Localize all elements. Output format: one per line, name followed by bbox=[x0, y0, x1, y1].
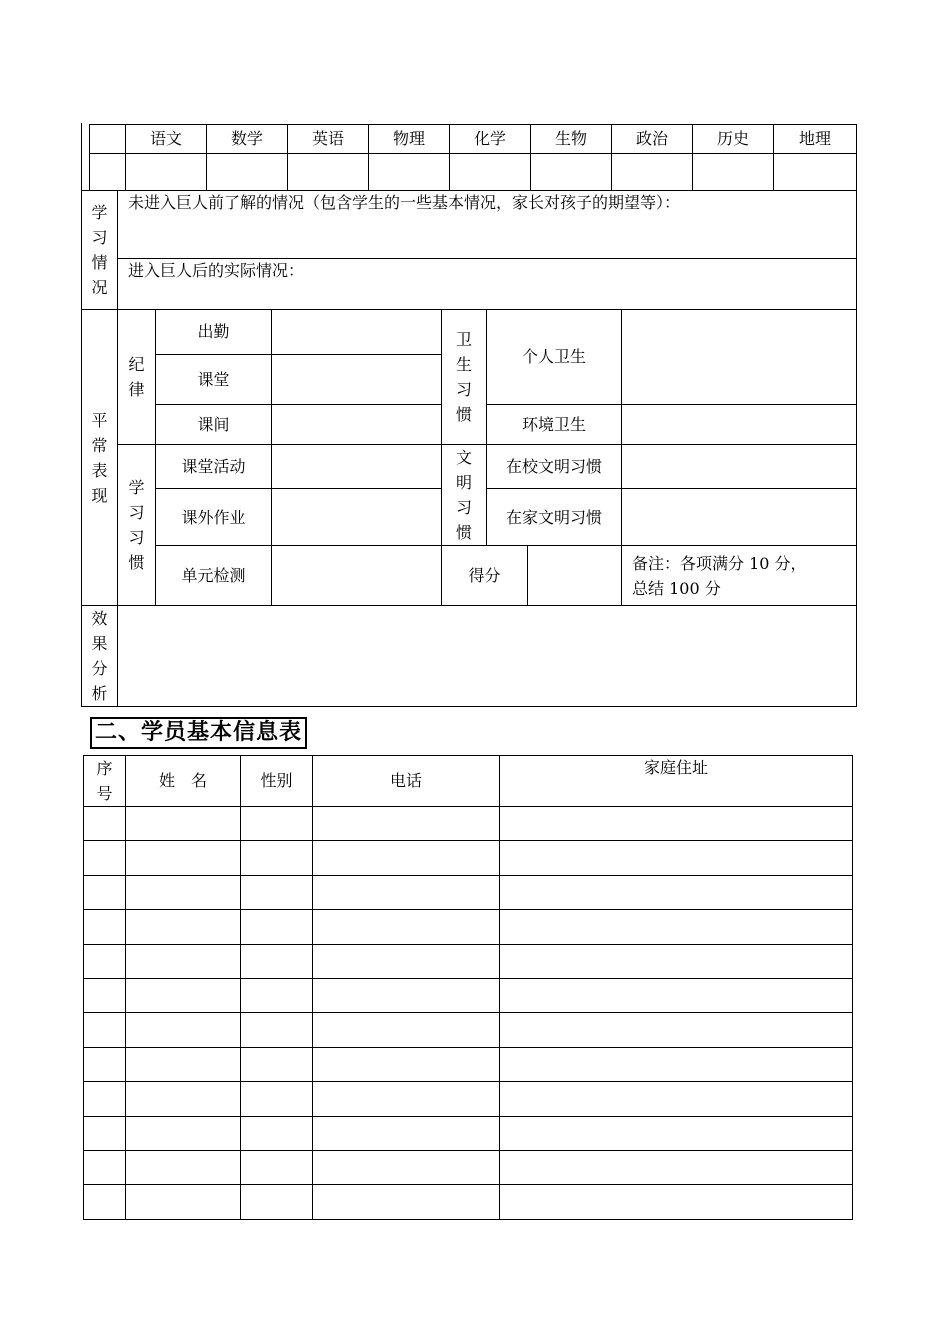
serial-cell[interactable] bbox=[84, 1116, 126, 1150]
score-cell bbox=[369, 154, 450, 191]
table-row bbox=[84, 1013, 853, 1047]
civility-label: 文 明 习 惯 bbox=[442, 445, 487, 546]
score-cell bbox=[612, 154, 693, 191]
performance-table bbox=[81, 190, 857, 707]
homework-field[interactable] bbox=[272, 489, 442, 546]
after-joining-label: 进入巨人后的实际情况： bbox=[128, 261, 305, 280]
name-cell[interactable] bbox=[126, 1116, 241, 1150]
gender-cell[interactable] bbox=[241, 1013, 313, 1047]
gender-cell[interactable] bbox=[241, 1116, 313, 1150]
score-cell bbox=[288, 154, 369, 191]
address-cell[interactable] bbox=[500, 1082, 853, 1116]
serial-cell[interactable] bbox=[84, 944, 126, 978]
student-header-row bbox=[84, 756, 853, 807]
gender-cell[interactable] bbox=[241, 944, 313, 978]
subject-history: 历史 bbox=[693, 125, 774, 154]
phone-cell[interactable] bbox=[313, 1013, 500, 1047]
table-row bbox=[84, 875, 853, 909]
gender-cell[interactable] bbox=[241, 1082, 313, 1116]
subject-geography: 地理 bbox=[774, 125, 857, 154]
table-row bbox=[84, 944, 853, 978]
name-cell[interactable] bbox=[126, 1185, 241, 1219]
table-row bbox=[84, 1185, 853, 1219]
gender-cell[interactable] bbox=[241, 1150, 313, 1184]
before-joining-label: 未进入巨人前了解的情况（包含学生的一些基本情况，家长对孩子的期望等）： bbox=[128, 193, 681, 212]
serial-cell[interactable] bbox=[84, 1150, 126, 1184]
score-cell bbox=[774, 154, 857, 191]
classroom-label: 课堂 bbox=[156, 355, 272, 405]
address-cell[interactable] bbox=[500, 944, 853, 978]
class-activity-field[interactable] bbox=[272, 445, 442, 489]
score-label: 得分 bbox=[442, 546, 528, 606]
name-cell[interactable] bbox=[126, 1150, 241, 1184]
discipline-label: 纪 律 bbox=[118, 310, 156, 445]
score-cell bbox=[531, 154, 612, 191]
name-cell[interactable] bbox=[126, 910, 241, 944]
serial-cell[interactable] bbox=[84, 841, 126, 875]
gender-cell[interactable] bbox=[241, 978, 313, 1012]
phone-cell[interactable] bbox=[313, 978, 500, 1012]
serial-cell[interactable] bbox=[84, 1185, 126, 1219]
attendance-label: 出勤 bbox=[156, 310, 272, 355]
score-cell bbox=[693, 154, 774, 191]
after-joining-field[interactable] bbox=[118, 259, 857, 310]
serial-cell[interactable] bbox=[84, 1047, 126, 1081]
score-cell bbox=[90, 154, 126, 191]
table-row bbox=[84, 978, 853, 1012]
address-cell[interactable] bbox=[500, 1116, 853, 1150]
section-title: 二、学员基本信息表 bbox=[90, 717, 307, 749]
homework-label: 课外作业 bbox=[156, 489, 272, 546]
unit-test-field[interactable] bbox=[272, 546, 442, 606]
unit-test-label: 单元检测 bbox=[156, 546, 272, 606]
header-phone: 电话 bbox=[313, 756, 500, 807]
effect-analysis-label: 效 果 分 析 bbox=[82, 606, 118, 707]
score-note-line1: 备注：各项满分 10 分， bbox=[632, 553, 807, 573]
subject-grades-table bbox=[89, 124, 857, 191]
score-note-line2: 总结 100 分 bbox=[632, 578, 721, 598]
score-cell bbox=[126, 154, 207, 191]
serial-cell[interactable] bbox=[84, 910, 126, 944]
school-civility-field[interactable] bbox=[622, 445, 857, 489]
table-row bbox=[84, 1047, 853, 1081]
table-row bbox=[84, 1150, 853, 1184]
address-cell[interactable] bbox=[500, 978, 853, 1012]
personal-hygiene-label: 个人卫生 bbox=[487, 310, 622, 405]
name-cell[interactable] bbox=[126, 875, 241, 909]
recess-label: 课间 bbox=[156, 405, 272, 445]
classroom-field[interactable] bbox=[272, 355, 442, 405]
header-gender: 性别 bbox=[241, 756, 313, 807]
phone-cell[interactable] bbox=[313, 944, 500, 978]
subject-politics: 政治 bbox=[612, 125, 693, 154]
phone-cell[interactable] bbox=[313, 1185, 500, 1219]
phone-cell[interactable] bbox=[313, 841, 500, 875]
environment-hygiene-field[interactable] bbox=[622, 405, 857, 445]
name-cell[interactable] bbox=[126, 944, 241, 978]
table-row bbox=[84, 1082, 853, 1116]
header-serial-no: 序 号 bbox=[84, 756, 126, 807]
before-joining-field[interactable] bbox=[118, 191, 857, 259]
subject-physics: 物理 bbox=[369, 125, 450, 154]
subject-math: 数学 bbox=[207, 125, 288, 154]
personal-hygiene-field[interactable] bbox=[622, 310, 857, 405]
name-cell[interactable] bbox=[126, 1082, 241, 1116]
header-address: 家庭住址 bbox=[500, 756, 853, 807]
phone-cell[interactable] bbox=[313, 1150, 500, 1184]
serial-cell[interactable] bbox=[84, 1013, 126, 1047]
subject-english: 英语 bbox=[288, 125, 369, 154]
address-cell[interactable] bbox=[500, 910, 853, 944]
name-cell[interactable] bbox=[126, 807, 241, 841]
environment-hygiene-label: 环境卫生 bbox=[487, 405, 622, 445]
phone-cell[interactable] bbox=[313, 1116, 500, 1150]
score-note bbox=[622, 546, 857, 606]
phone-cell[interactable] bbox=[313, 875, 500, 909]
table-row bbox=[84, 1116, 853, 1150]
serial-cell[interactable] bbox=[84, 875, 126, 909]
name-cell[interactable] bbox=[126, 978, 241, 1012]
daily-performance-label: 平 常 表 现 bbox=[82, 310, 118, 606]
address-cell[interactable] bbox=[500, 841, 853, 875]
header-name: 姓 名 bbox=[126, 756, 241, 807]
home-civility-field[interactable] bbox=[622, 489, 857, 546]
effect-analysis-field[interactable] bbox=[118, 606, 857, 707]
study-habits-label: 学 习 习 惯 bbox=[118, 445, 156, 606]
gender-cell[interactable] bbox=[241, 841, 313, 875]
phone-cell[interactable] bbox=[313, 1047, 500, 1081]
study-situation-label: 学 习 情 况 bbox=[82, 191, 118, 310]
name-cell[interactable] bbox=[126, 1013, 241, 1047]
phone-cell[interactable] bbox=[313, 910, 500, 944]
name-cell[interactable] bbox=[126, 841, 241, 875]
table-row bbox=[84, 910, 853, 944]
address-cell[interactable] bbox=[500, 1150, 853, 1184]
home-civility-label: 在家文明习惯 bbox=[487, 489, 622, 546]
phone-cell[interactable] bbox=[313, 807, 500, 841]
address-cell[interactable] bbox=[500, 807, 853, 841]
address-cell[interactable] bbox=[500, 1047, 853, 1081]
address-cell[interactable] bbox=[500, 1013, 853, 1047]
address-cell[interactable] bbox=[500, 875, 853, 909]
gender-cell[interactable] bbox=[241, 910, 313, 944]
left-border-stub bbox=[81, 123, 82, 190]
score-field[interactable] bbox=[528, 546, 622, 606]
table-row bbox=[84, 841, 853, 875]
table-row bbox=[84, 807, 853, 841]
school-civility-label: 在校文明习惯 bbox=[487, 445, 622, 489]
score-cell bbox=[450, 154, 531, 191]
blank-cell bbox=[90, 125, 126, 154]
subject-header-row bbox=[90, 125, 857, 154]
student-info-table bbox=[83, 755, 853, 1220]
address-cell[interactable] bbox=[500, 1185, 853, 1219]
subject-chinese: 语文 bbox=[126, 125, 207, 154]
gender-cell[interactable] bbox=[241, 1047, 313, 1081]
class-activity-label: 课堂活动 bbox=[156, 445, 272, 489]
serial-cell[interactable] bbox=[84, 978, 126, 1012]
serial-cell[interactable] bbox=[84, 1082, 126, 1116]
gender-cell[interactable] bbox=[241, 875, 313, 909]
phone-cell[interactable] bbox=[313, 1082, 500, 1116]
recess-field[interactable] bbox=[272, 405, 442, 445]
name-cell[interactable] bbox=[126, 1047, 241, 1081]
serial-cell[interactable] bbox=[84, 807, 126, 841]
gender-cell[interactable] bbox=[241, 1185, 313, 1219]
subject-chemistry: 化学 bbox=[450, 125, 531, 154]
score-cell bbox=[207, 154, 288, 191]
hygiene-label: 卫 生 习 惯 bbox=[442, 310, 487, 445]
gender-cell[interactable] bbox=[241, 807, 313, 841]
subject-score-row bbox=[90, 154, 857, 191]
subject-biology: 生物 bbox=[531, 125, 612, 154]
attendance-field[interactable] bbox=[272, 310, 442, 355]
